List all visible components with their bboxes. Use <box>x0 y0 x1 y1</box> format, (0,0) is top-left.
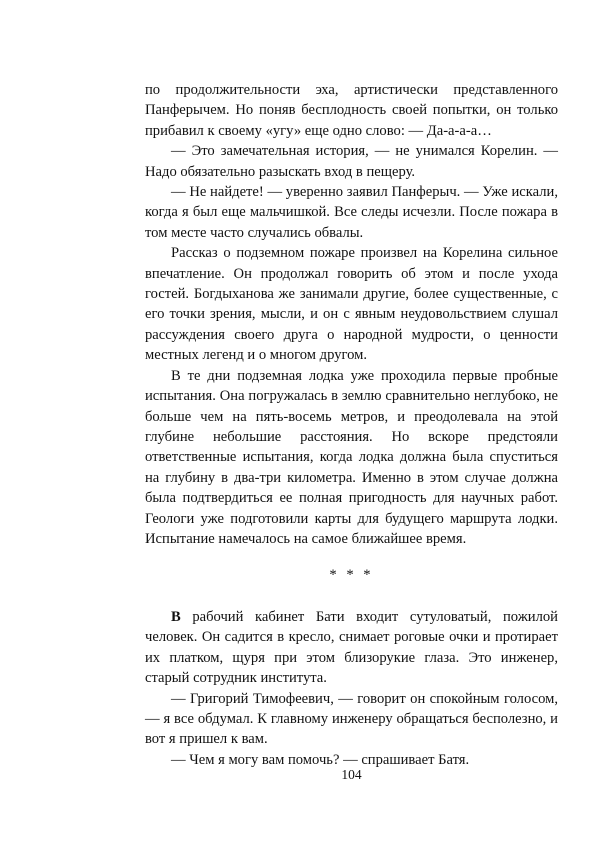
paragraph: — Это замечательная история, — не унимался Корелин. — Надо обязательно разыскать вход в пещеру. <box>145 143 558 180</box>
section-separator: * * * <box>329 567 374 583</box>
paragraph-text: рабочий кабинет Бати входит сутуловатый, пожилой человек. Он садится в кресло, снимает роговые очки и протирает их платком, щуря при этом близорукие глаза. Это инженер, старый сотрудник института. <box>145 609 558 687</box>
paragraph: В те дни подземная лодка уже проходила первые пробные испытания. Она погружалась в землю сравнительно неглубоко, не больше чем на пять-восемь метров, и преодолевала на этой глубине небольшие расстояния. Но вскоре предстояли ответственные испытания, когда лодка должна была спуститься на глубину в два-три километра. Именно в этом случае должна была подтвердиться ее полная пригодность для научных работ. Геологи уже подготовили карты для будущего маршрута лодки. Испытание намечалось на самое ближайшее время. <box>145 367 558 547</box>
paragraph: — Григорий Тимофеевич, — говорит он спокойным голосом, — я все обдумал. К главному инженеру обращаться бесполезно, и вот я пришел к вам. <box>145 690 558 748</box>
paragraph: — Не найдете! — уверенно заявил Панферыч. — Уже искали, когда я был еще мальчишкой. Все следы исчезли. После пожара в том месте часто случались обвалы. <box>145 184 558 241</box>
paragraph: Рассказ о подземном пожаре произвел на Корелина сильное впечатление. Он продолжал говорить об этом и после ухода гостей. Богдыханова же занимали другие, более существенные, с его точки зрения, мысли, и он с явным неудовольствием слушал рассуждения своего друга о народной мудрости, о ценности местных легенд и о многом другом. <box>145 245 558 364</box>
paragraph: по продолжительности эха, артистически представленного Панферычем. Но поняв бесплодность своей попытки, он только прибавил к своему «угу» еще одно слово: — Да-а-а-а… <box>145 82 558 139</box>
paragraph <box>145 607 558 689</box>
text-block-bottom <box>145 607 558 770</box>
paragraph: — Чем я могу вам помочь? — спрашивает Батя. <box>171 751 470 768</box>
paragraph-lead-letter: В <box>171 609 181 625</box>
text-block-top <box>145 80 558 549</box>
page-number: 104 <box>341 767 362 782</box>
